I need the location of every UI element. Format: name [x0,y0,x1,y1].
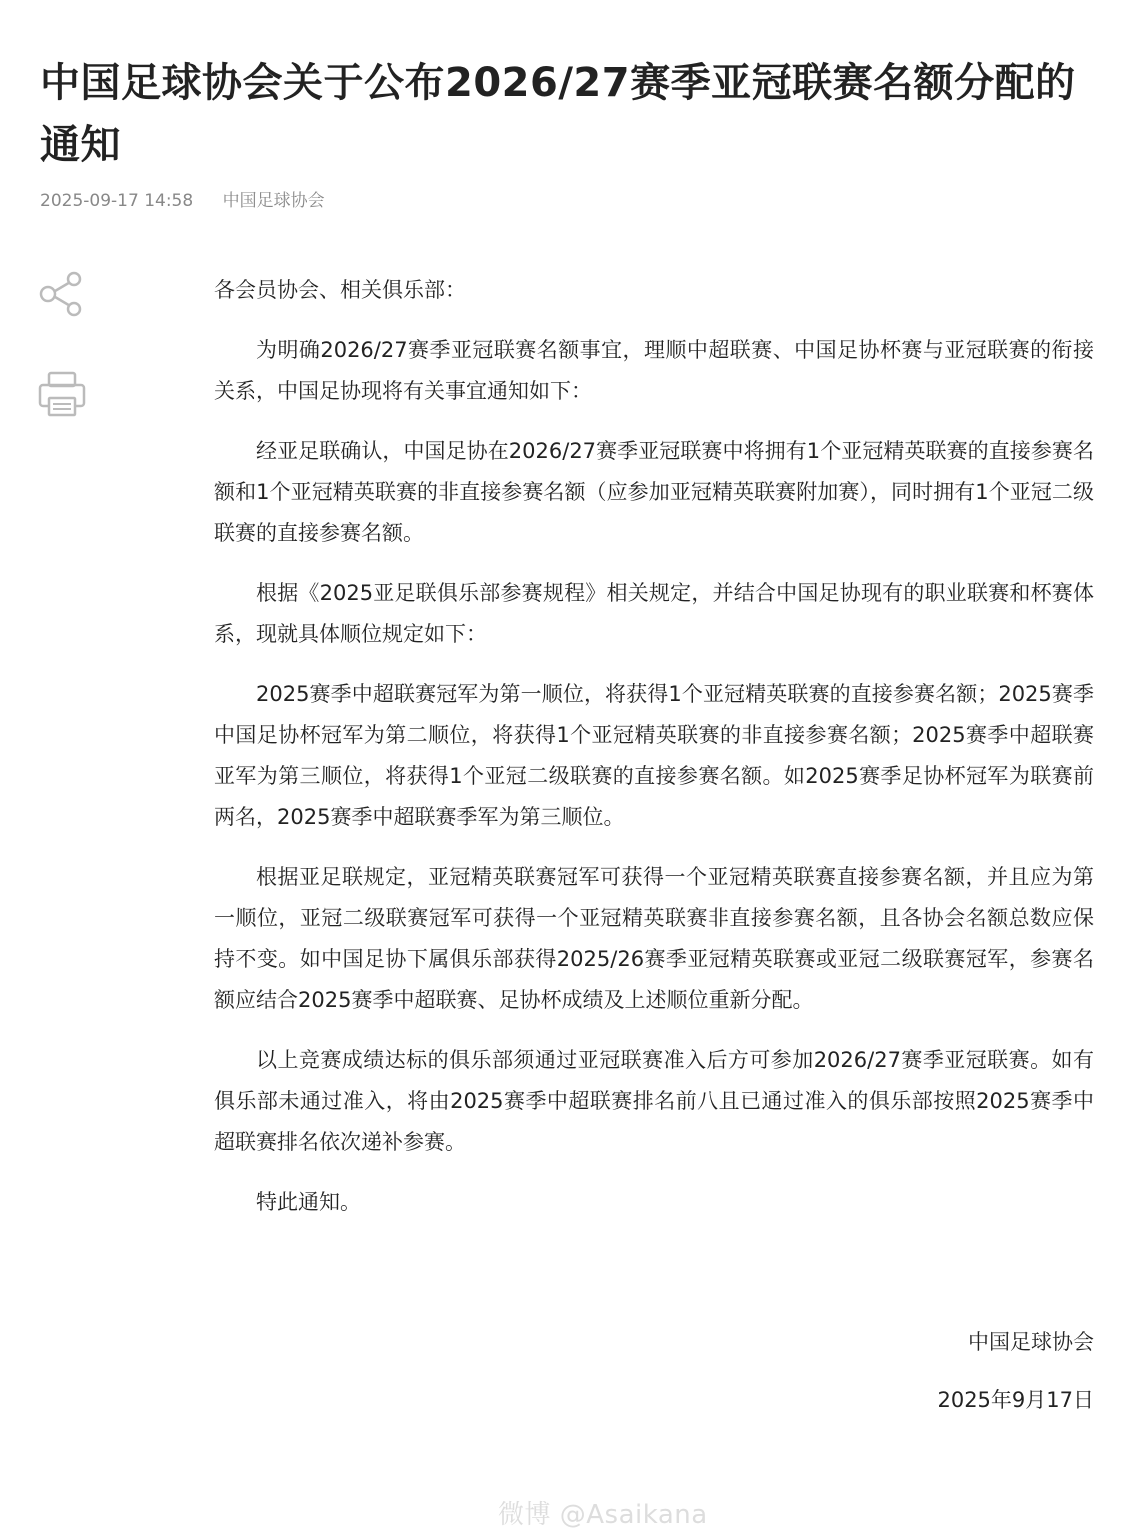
paragraph-purpose: 为明确2026/27赛季亚冠联赛名额事宜，理顺中超联赛、中国足协杯赛与亚冠联赛的衔接关系，中国足协现将有关事宜通知如下： [214,338,1094,403]
publish-time: 2025-09-17 14:58 [40,191,194,211]
paragraph-basis: 根据《2025亚足联俱乐部参赛规程》相关规定，并结合中国足协现有的职业联赛和杯赛体系，现就具体顺位规定如下： [214,581,1094,646]
greeting: 各会员协会、相关俱乐部： [214,278,466,302]
paragraph-closing: 特此通知。 [256,1190,361,1214]
signoff-organization: 中国足球协会 [968,1330,1094,1354]
watermark: 微博 @Asaikana [498,1500,708,1530]
article-body [214,270,1094,1242]
paragraph-afc-rules: 根据亚足联规定，亚冠精英联赛冠军可获得一个亚冠精英联赛直接参赛名额，并且应为第一顺位，亚冠二级联赛冠军可获得一个亚冠精英联赛非直接参赛名额，且各协会名额总数应保持不变。如中国足协下属俱乐部获得2025/26赛季亚冠精英联赛或亚冠二级联赛冠军，参赛名额应结合2025赛季中超联赛、足协杯成绩及上述顺位重新分配。 [214,865,1094,1012]
article-source: 中国足球协会 [222,191,325,211]
paragraph-ranking: 2025赛季中超联赛冠军为第一顺位，将获得1个亚冠精英联赛的直接参赛名额；2025赛季中国足协杯冠军为第二顺位，将获得1个亚冠精英联赛的非直接参赛名额；2025赛季中超联赛亚军为第三顺位，将获得1个亚冠二级联赛的直接参赛名额。如2025赛季足协杯冠军为联赛前两名，2025赛季中超联赛季军为第三顺位。 [214,682,1094,829]
signoff-date: 2025年9月17日 [937,1388,1094,1412]
paragraph-quota: 经亚足联确认，中国足协在2026/27赛季亚冠联赛中将拥有1个亚冠精英联赛的直接参赛名额和1个亚冠精英联赛的非直接参赛名额（应参加亚冠精英联赛附加赛），同时拥有1个亚冠二级联赛的直接参赛名额。 [214,439,1094,545]
article-meta [40,186,325,211]
share-icon[interactable] [36,268,88,320]
paragraph-licensing: 以上竞赛成绩达标的俱乐部须通过亚冠联赛准入后方可参加2026/27赛季亚冠联赛。如有俱乐部未通过准入，将由2025赛季中超联赛排名前八且已通过准入的俱乐部按照2025赛季中超联赛排名依次递补参赛。 [214,1048,1094,1154]
article-title: 中国足球协会关于公布2026/27赛季亚冠联赛名额分配的通知 [40,60,1076,168]
printer-icon[interactable] [36,368,88,420]
